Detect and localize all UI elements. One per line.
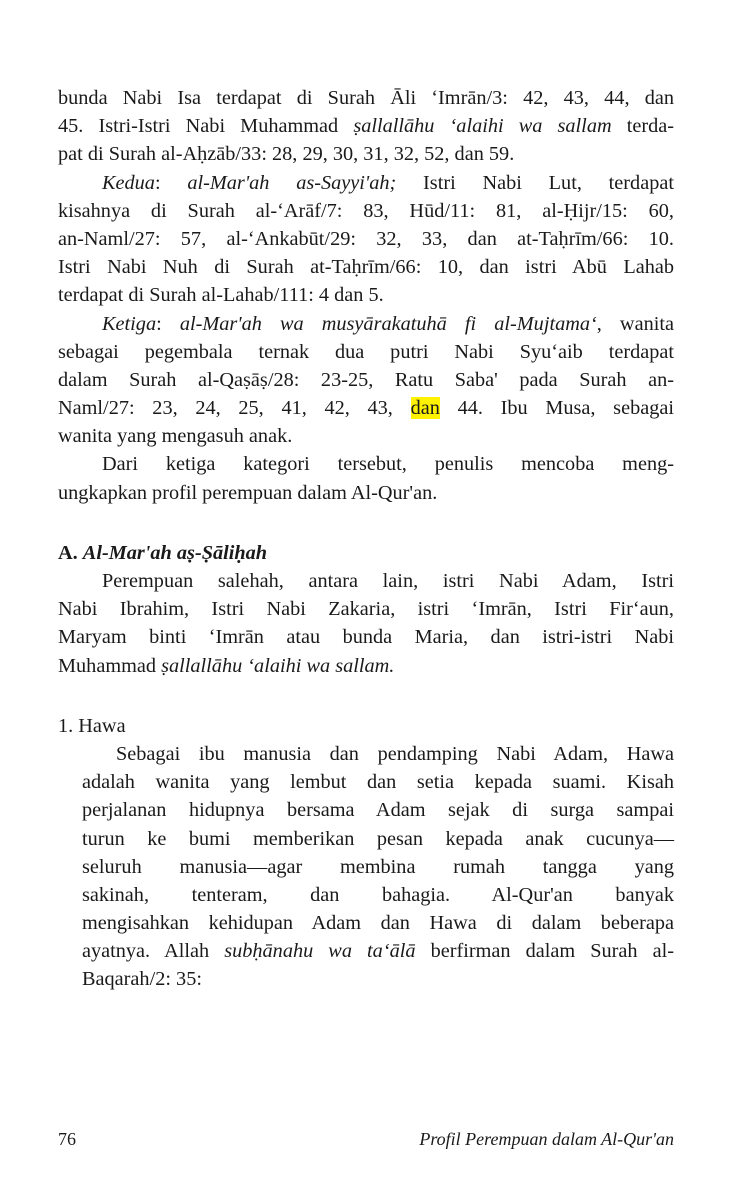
text-line: Baqarah/2: 35: [82,968,202,991]
text-line: pat di Surah al-Aḥzāb/33: 28, 29, 30, 31, 32, 52, dan 59. [58,143,515,166]
highlighted-text: dan [410,397,440,420]
text-line: mengisahkan kehidupan Adam dan Hawa di dalam beberapa [82,912,674,935]
text-line: Maryam binti ‘Imrān atau bunda Maria, dan istri-istri Nabi [58,626,674,649]
page-body [58,84,674,994]
text-line: seluruh manusia—agar membina rumah tangga yang [82,855,674,878]
text-line: an-Naml/27: 57, al-‘Ankabūt/29: 32, 33, dan at-Taḥrīm/66: 10. [58,227,674,250]
text-line: Muhammad ṣallallāhu ‘alaihi wa sallam. [58,654,395,677]
subsection-heading: 1. Hawa [58,714,126,737]
text-line: turun ke bumi memberikan pesan kepada anak cucunya— [82,827,674,850]
text-line: dalam Surah al-Qaṣāṣ/28: 23-25, Ratu Saba' pada Surah an- [58,368,674,391]
text-line: ungkapkan profil perempuan dalam Al-Qur'an. [58,481,438,504]
text-line: sakinah, tenteram, dan bahagia. Al-Qur'an banyak [82,883,674,906]
text-line: adalah wanita yang lembut dan setia kepada suami. Kisah [82,771,674,794]
text-line: Istri Nabi Nuh di Surah at-Taḥrīm/66: 10, dan istri Abū Lahab [58,256,674,279]
section-heading: A. Al-Mar'ah aṣ-Ṣāliḥah [58,541,268,564]
text-line: Sebagai ibu manusia dan pendamping Nabi Adam, Hawa [116,742,674,765]
text-line: Ketiga: al-Mar'ah wa musyārakatuhā fi al-Mujtama‘, wanita [102,312,674,335]
running-title: Profil Perempuan dalam Al-Qur'an [419,1129,674,1149]
text-line: wanita yang mengasuh anak. [58,425,293,448]
text-line: terdapat di Surah al-Lahab/111: 4 dan 5. [58,284,384,307]
text-line: perjalanan hidupnya bersama Adam sejak di surga sampai [82,799,674,822]
text-line: sebagai pegembala ternak dua putri Nabi Syu‘aib terdapat [58,340,674,363]
text-line: Naml/27: 23, 24, 25, 41, 42, 43, dan 44. Ibu Musa, sebagai [58,397,674,420]
text-line: kisahnya di Surah al-‘Arāf/7: 83, Hūd/11: 81, al-Ḥijr/15: 60, [58,199,674,222]
text-line: bunda Nabi Isa terdapat di Surah Āli ‘Imrān/3: 42, 43, 44, dan [58,87,674,109]
subsection-body [82,740,674,994]
page-number: 76 [58,1129,76,1149]
text-line: Nabi Ibrahim, Istri Nabi Zakaria, istri ‘Imrān, Istri Fir‘aun, [58,598,674,621]
text-line: Perempuan salehah, antara lain, istri Nabi Adam, Istri [102,570,674,592]
text-line: 45. Istri-Istri Nabi Muhammad ṣallallāhu ‘alaihi wa sallam terda- [58,115,675,138]
text-line: ayatnya. Allah subḥānahu wa ta‘ālā berfirman dalam Surah al- [82,940,674,963]
page-footer [58,1129,674,1153]
text-line: Dari ketiga kategori tersebut, penulis mencoba meng- [102,453,674,476]
text-line: Kedua: al-Mar'ah as-Sayyi'ah; Istri Nabi Lut, terdapat [102,171,674,194]
